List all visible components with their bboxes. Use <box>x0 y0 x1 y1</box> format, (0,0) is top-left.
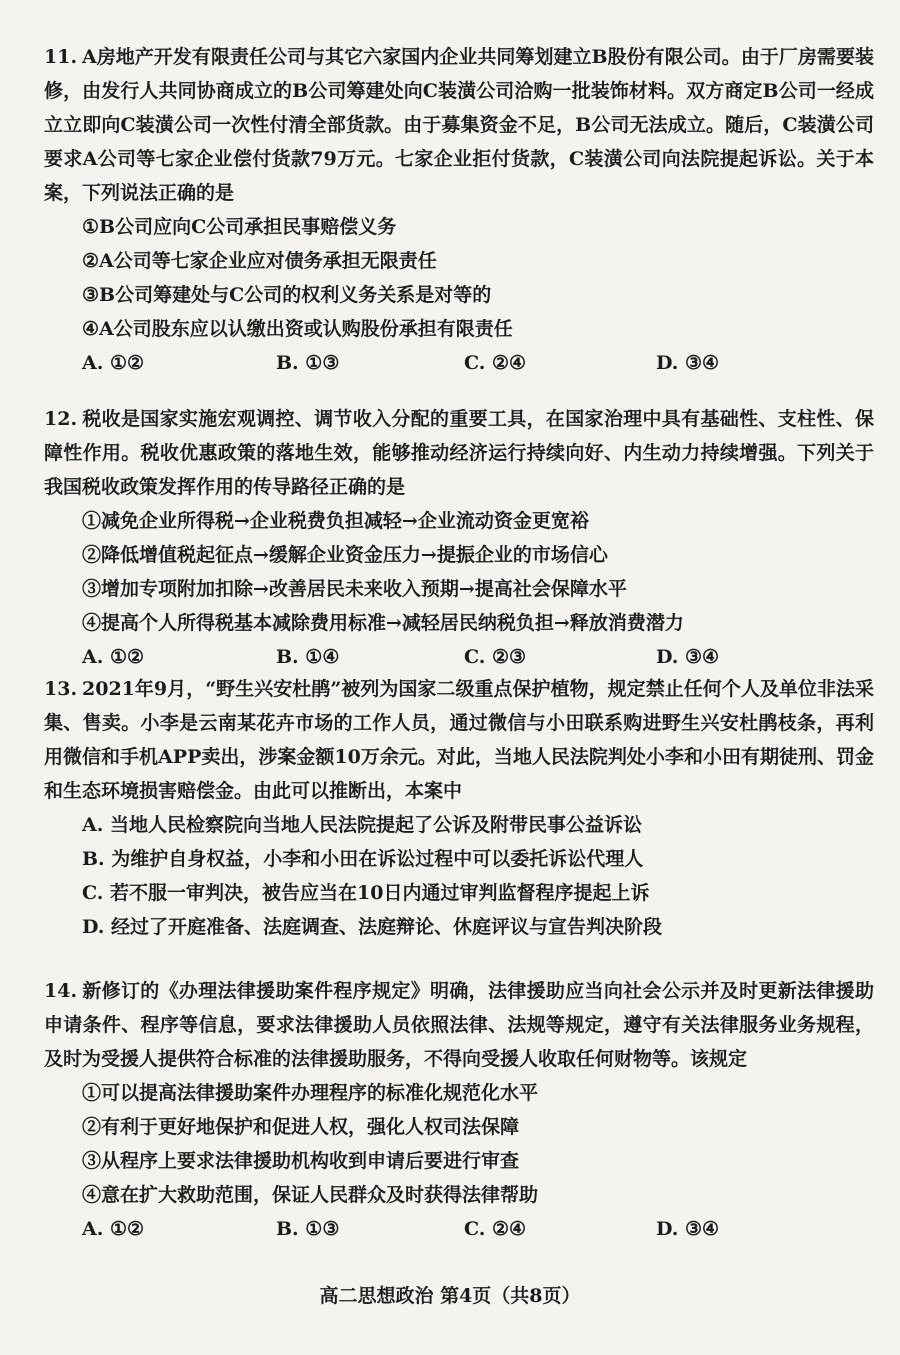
statement-1: ①减免企业所得税→企业税费负担减轻→企业流动资金更宽裕 <box>82 510 589 532</box>
choice-c: C. ②④ <box>464 352 527 374</box>
choice-b: B. ①④ <box>276 646 340 668</box>
question-number: 14. <box>44 980 78 1002</box>
choice-b: B. ①③ <box>276 352 340 374</box>
statement-2: ②A公司等七家企业应对债务承担无限责任 <box>82 250 437 272</box>
question-12 <box>44 402 874 674</box>
choice-d: D. ③④ <box>656 646 720 668</box>
statement-3: ③从程序上要求法律援助机构收到申请后要进行审查 <box>82 1150 520 1172</box>
question-stem: 12. 税收是国家实施宏观调控、调节收入分配的重要工具，在国家治理中具有基础性、支柱性、保障性作用。税收优惠政策的落地生效，能够推动经济运行持续向好、内生动力持续增强。下列关于我国税收政策发挥作用的传导路径正确的是 <box>44 402 874 504</box>
statement-4: ④A公司股东应以认缴出资或认购股份承担有限责任 <box>82 318 513 340</box>
statement-4: ④意在扩大救助范围，保证人民群众及时获得法律帮助 <box>82 1184 539 1206</box>
question-number: 11. <box>44 46 78 68</box>
question-number: 13. <box>44 678 78 700</box>
question-14 <box>44 974 874 1246</box>
choice-c: C. ②③ <box>464 646 527 668</box>
answer-choices <box>44 640 874 674</box>
statement-2: ②降低增值税起征点→缓解企业资金压力→提振企业的市场信心 <box>82 544 608 566</box>
question-stem: 13. 2021年9月，“野生兴安杜鹃”被列为国家二级重点保护植物，规定禁止任何个人及单位非法采集、售卖。小李是云南某花卉市场的工作人员，通过微信与小田联系购进野生兴安杜鹃枝条，再利用微信和手机APP卖出，涉案金额10万余元。对此，当地人民法院判处小李和小田有期徒刑、罚金和生态环境损害赔偿金。由此可以推断出，本案中 <box>44 672 874 808</box>
choice-c: C. ②④ <box>464 1218 527 1240</box>
choice-a: A. ①② <box>82 352 145 374</box>
choice-b: B. ①③ <box>276 1218 340 1240</box>
question-11 <box>44 40 874 380</box>
question-number: 12. <box>44 408 78 430</box>
option-a: A. 当地人民检察院向当地人民法院提起了公诉及附带民事公益诉讼 <box>82 814 642 836</box>
statement-3: ③增加专项附加扣除→改善居民未来收入预期→提高社会保障水平 <box>82 578 627 600</box>
answer-choices <box>44 1212 874 1246</box>
page-footer: 高二思想政治 第4页（共8页） <box>319 1285 581 1307</box>
answer-choices <box>44 346 874 380</box>
statement-4: ④提高个人所得税基本减除费用标准→减轻居民纳税负担→释放消费潜力 <box>82 612 684 634</box>
choice-d: D. ③④ <box>656 1218 720 1240</box>
statement-3: ③B公司筹建处与C公司的权利义务关系是对等的 <box>82 284 492 306</box>
question-stem: 14. 新修订的《办理法律援助案件程序规定》明确，法律援助应当向社会公示并及时更新法律援助申请条件、程序等信息，要求法律援助人员依照法律、法规等规定，遵守有关法律服务业务规程，及时为受援人提供符合标准的法律援助服务，不得向受援人收取任何财物等。该规定 <box>44 974 874 1076</box>
statement-1: ①可以提高法律援助案件办理程序的标准化规范化水平 <box>82 1082 539 1104</box>
option-d: D. 经过了开庭准备、法庭调查、法庭辩论、休庭评议与宣告判决阶段 <box>82 916 663 938</box>
statement-1: ①B公司应向C公司承担民事赔偿义务 <box>82 216 397 238</box>
option-b: B. 为维护自身权益，小李和小田在诉讼过程中可以委托诉讼代理人 <box>82 848 644 870</box>
question-13 <box>44 672 874 944</box>
option-c: C. 若不服一审判决，被告应当在10日内通过审判监督程序提起上诉 <box>82 882 650 904</box>
question-stem: 11. A房地产开发有限责任公司与其它六家国内企业共同筹划建立B股份有限公司。由于厂房需要装修，由发行人共同协商成立的B公司筹建处向C装潢公司洽购一批装饰材料。双方商定B公司一经成立立即向C装潢公司一次性付清全部货款。由于募集资金不足，B公司无法成立。随后，C装潢公司要求A公司等七家企业偿付货款79万元。七家企业拒付货款，C装潢公司向法院提起诉讼。关于本案，下列说法正确的是 <box>44 40 874 210</box>
choice-a: A. ①② <box>82 646 145 668</box>
choice-d: D. ③④ <box>656 352 720 374</box>
choice-a: A. ①② <box>82 1218 145 1240</box>
statement-2: ②有利于更好地保护和促进人权，强化人权司法保障 <box>82 1116 520 1138</box>
